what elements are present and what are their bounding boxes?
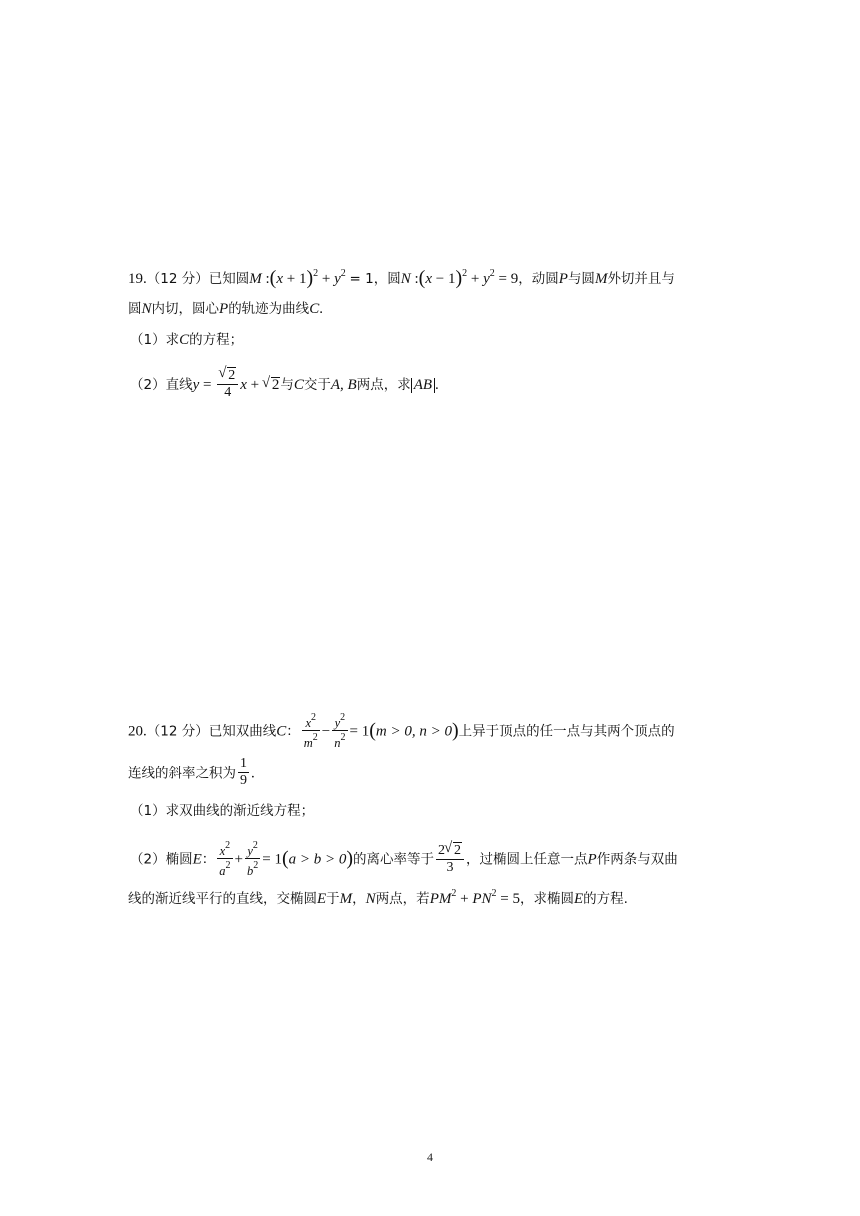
problem-19-line-2 — [128, 299, 323, 319]
letter-c: C — [293, 377, 304, 393]
letter-p: P — [219, 301, 229, 317]
line2-head: 圆 — [128, 301, 142, 317]
part2-mid: 的离心率等于 — [353, 851, 435, 868]
problem-number: 20. — [128, 723, 147, 740]
frac-top: x — [219, 844, 226, 858]
letter-n: N — [365, 891, 376, 907]
part2-mid: 与 — [280, 377, 294, 393]
var-y: y — [334, 271, 341, 287]
part2-end: . — [435, 377, 439, 393]
page-number: 4 — [427, 1150, 433, 1164]
frac-top: 1 — [240, 756, 247, 771]
frac-bot: b — [246, 864, 254, 878]
line2-end: . — [251, 765, 255, 782]
line1-tail: ，动圆 — [518, 271, 559, 287]
fraction-y2-over-n2: $\frac{y^2}{n^2}$ — [334, 712, 346, 750]
line4-mid2: 两点，若 — [375, 891, 430, 907]
part1-text: 的方程； — [189, 332, 244, 348]
fraction-y2-over-b2: $\frac{y^2}{b^2}$ — [246, 840, 259, 878]
line1-tail2: 与圆 — [567, 271, 595, 287]
circle-n-value: = 9 — [498, 271, 519, 287]
part2-label: （2）椭圆 — [130, 851, 193, 868]
fraction-x2-over-m2: $\frac{x^2}{m^2}$ — [303, 712, 318, 750]
letter-e: E — [317, 891, 327, 907]
part2-tail: ，过椭圆上任意一点 — [466, 851, 588, 868]
letter-p: P — [558, 271, 568, 287]
problem-20-line-4: 线的渐近线平行的直线，交椭圆E于M，N两点，若$PM^2 + PN^2 = 5$，求椭圆E的方程. — [128, 888, 628, 907]
circle-m-name: M — [249, 271, 262, 287]
letter-c: C — [309, 301, 320, 317]
part2-label: （2）直线 — [130, 377, 193, 393]
frac-top: y — [334, 716, 341, 730]
line1-tail3: 外切并且与 — [607, 271, 675, 287]
frac-top: 2 — [228, 368, 236, 383]
fraction-2sqrt2-over-3 — [436, 842, 464, 876]
circle-n-name: N — [400, 271, 411, 287]
var-x: x — [240, 377, 247, 393]
problem-score: （12 分） — [146, 723, 209, 740]
part1-label: （1）求 — [130, 332, 180, 348]
problem-19-part-2: （2）直线y = √ $\frac{2}{4}$ x + √ 2与C交于A, B两点，求 AB . — [130, 368, 439, 402]
line2-mid: 内切，圆心 — [151, 301, 220, 317]
eq-value: = 1 — [262, 851, 282, 868]
frac-bot: m — [303, 736, 313, 750]
line4-mid: 于 — [326, 891, 340, 907]
letter-e: E — [573, 891, 584, 907]
letter-m: M — [594, 271, 608, 287]
points-ab: A, B — [330, 377, 357, 393]
letter-n: N — [141, 301, 152, 317]
frac-top: x — [305, 716, 312, 730]
condition: a > b > 0 — [288, 851, 347, 868]
colon: ： — [286, 723, 300, 740]
fraction-x2-over-a2: $\frac{x^2}{a^2}$ — [219, 840, 231, 878]
frac-bot: 4 — [224, 385, 232, 400]
frac-top: y — [247, 844, 253, 858]
frac-bot: 9 — [240, 773, 247, 788]
problem-number: 19. — [128, 271, 147, 287]
eq-value: = 5 — [500, 891, 520, 907]
pn: PN — [472, 891, 492, 907]
var-y: y — [192, 377, 200, 393]
part2-tail2: 作两条与双曲 — [596, 851, 678, 868]
intro-text: 已知双曲线 — [208, 723, 277, 740]
line2-end: . — [319, 301, 323, 317]
sqrt-2: √ 2 — [263, 375, 281, 395]
problem-20-line-1: 20.（12 分）已知双曲线C： $\frac{x^2}{m^2}$ − $\frac{y^2}{n^2}$ = 1(m > 0, n > 0)上异于顶点的任一点与其两个顶点的 — [128, 712, 675, 750]
letter-c: C — [179, 332, 190, 348]
abs-ab: AB — [411, 378, 435, 393]
problem-score: （12 分） — [146, 271, 209, 287]
problem-20-line-2 — [128, 757, 255, 790]
colon: ： — [201, 851, 216, 868]
pm: PM — [429, 891, 452, 907]
fraction-1-over-9 — [238, 756, 249, 789]
problem-19-part-1 — [130, 330, 243, 350]
problem-19-line-1: 19.（12 分）已知圆M :(x + $1)^2 + y^2 = 1$，圆N :(x − $1)^2 + y^2 = 9$，动圆P与圆M外切并且与 — [128, 267, 675, 289]
letter-e: E — [192, 851, 202, 868]
frac-bot: a — [219, 864, 226, 878]
frac-bot: 3 — [446, 859, 454, 875]
line4-end: 的方程. — [583, 891, 628, 907]
line2-head: 连线的斜率之积为 — [128, 765, 236, 782]
plus: + — [460, 891, 469, 907]
part1-text: （1）求双曲线的渐近线方程； — [130, 803, 315, 819]
letter-c: C — [276, 723, 287, 740]
problem-20-part-2: （2）椭圆E： $\frac{x^2}{a^2}$ + $\frac{y^2}{b^2}$ = 1(a > b > 0)的离心率等于 $\frac{2√ 2}{3}$ ，过椭圆上任意一点P作两条与双曲 — [130, 840, 678, 879]
letter-m: M — [339, 891, 353, 907]
line4-tail: ，求椭圆 — [519, 891, 574, 907]
eq-value: = 1 — [349, 723, 370, 740]
intro-text: 已知圆 — [208, 271, 250, 287]
line2-mid2: 的轨迹为曲线 — [228, 301, 310, 317]
frac-coef: 2 — [438, 842, 446, 858]
part2-text: 交于 — [303, 377, 331, 393]
line1-tail: 上异于顶点的任一点与其两个顶点的 — [458, 723, 675, 740]
frac-radicand: 2 — [454, 842, 462, 858]
part2-text2: 两点，求 — [356, 377, 411, 393]
circle-m-value: = 1，圆 — [349, 271, 401, 287]
frac-bot: n — [334, 736, 341, 750]
comma: ， — [352, 891, 366, 907]
line4-head: 线的渐近线平行的直线，交椭圆 — [128, 891, 317, 907]
fraction-sqrt2-over-4 — [217, 367, 238, 401]
condition: m > 0, n > 0 — [375, 723, 452, 740]
problem-20-part-1 — [130, 801, 314, 821]
letter-p: P — [587, 851, 597, 868]
